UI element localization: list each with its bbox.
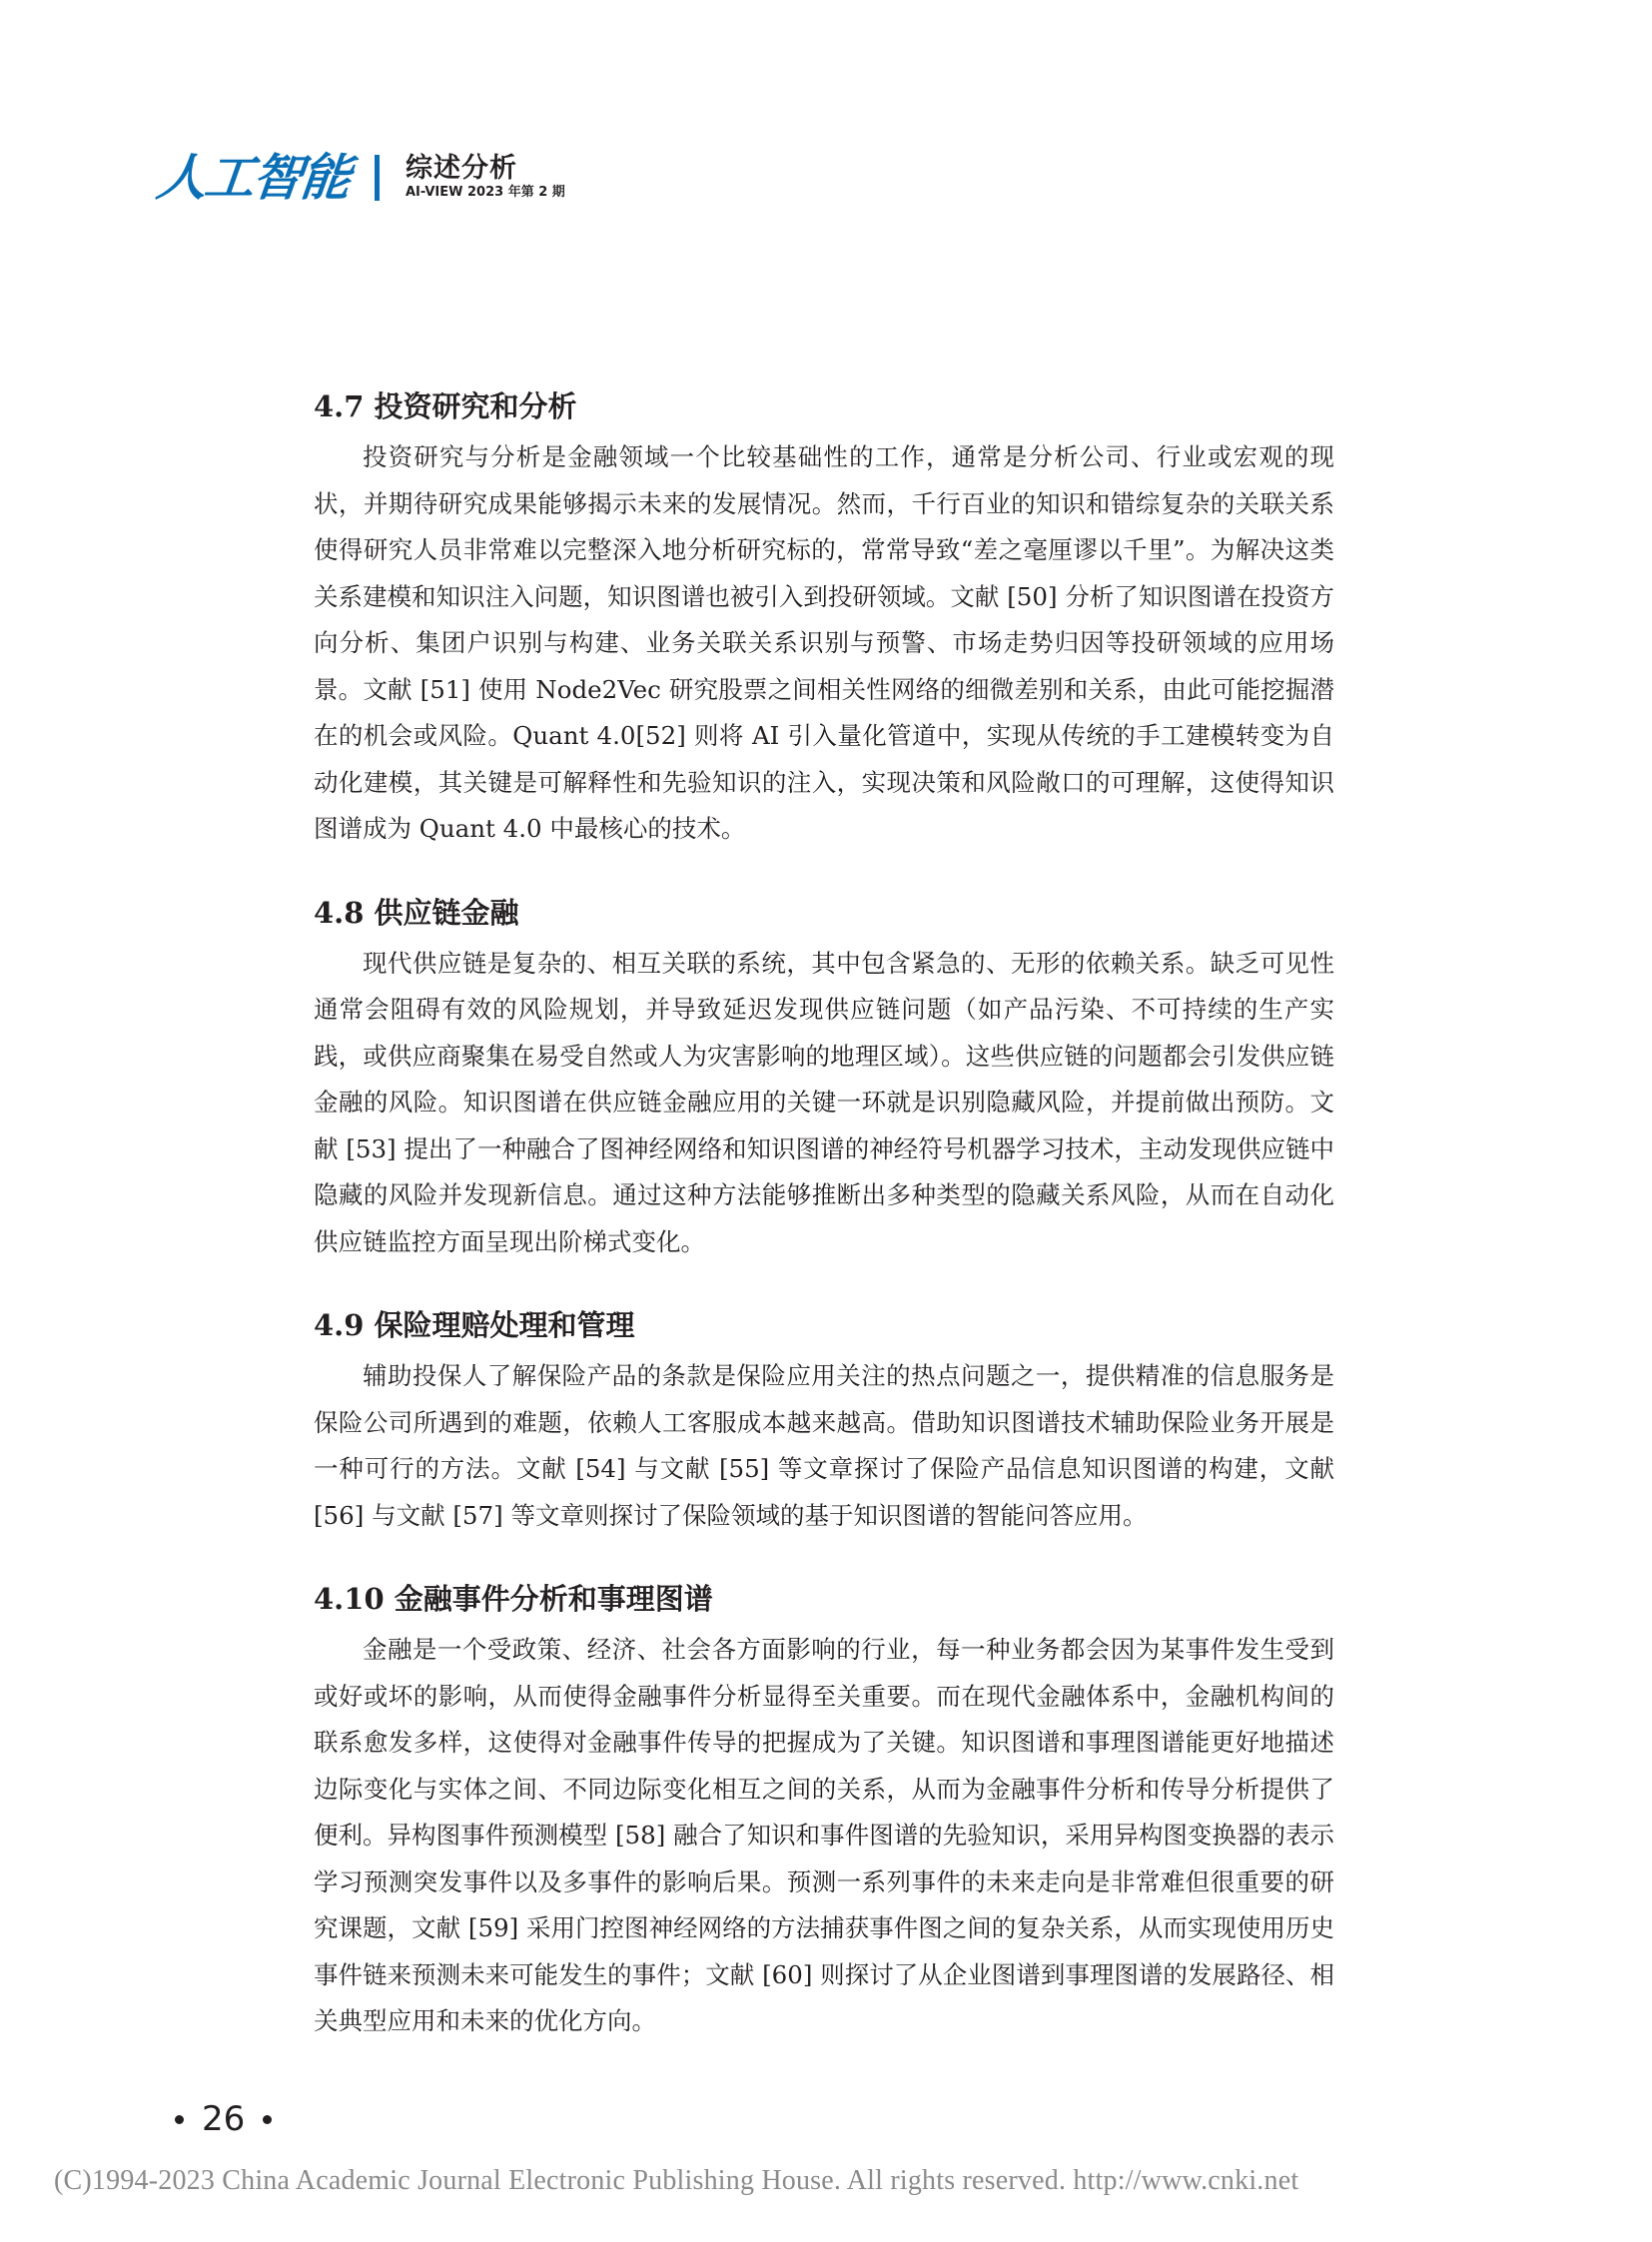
copyright-notice: (C)1994-2023 China Academic Journal Electronic Publishing House. All rights reserved. http://www.cnki.net	[54, 2165, 1299, 2196]
section-heading: 4.7 投资研究和分析	[314, 389, 577, 423]
page-number: 26	[202, 2099, 246, 2139]
masthead-divider	[375, 155, 380, 201]
body-paragraph: 投资研究与分析是金融领域一个比较基础性的工作，通常是分析公司、行业或宏观的现状，并期待研究成果能够揭示未来的发展情况。然而，千行百业的知识和错综复杂的关联关系使得研究人员非常难以完整深入地分析研究标的，常常导致“差之毫厘谬以千里”。为解决这类关系建模和知识注入问题，知识图谱也被引入到投研领域。文献 [50] 分析了知识图谱在投资方向分析、集团户识别与构建、业务关联关系识别与预警、市场走势归因等投研领域的应用场景。文献 [51] 使用 Node2Vec 研究股票之间相关性网络的细微差别和关系，由此可能挖掘潜在的机会或风险。Quant 4.0[52] 则将 AI 引入量化管道中，实现从传统的手工建模转变为自动化建模，其关键是可解释性和先验知识的注入，实现决策和风险敞口的可理解，这使得知识图谱成为 Quant 4.0 中最核心的技术。	[314, 442, 1334, 843]
body-paragraph: 辅助投保人了解保险产品的条款是保险应用关注的热点问题之一，提供精准的信息服务是保险公司所遇到的难题，依赖人工客服成本越来越高。借助知识图谱技术辅助保险业务开展是一种可行的方法。文献 [54] 与文献 [55] 等文章探讨了保险产品信息知识图谱的构建，文献 [56] 与文献 [57] 等文章则探讨了保险领域的基于知识图谱的智能问答应用。	[314, 1361, 1334, 1530]
article-body	[314, 386, 1334, 2085]
section-heading: 4.9 保险理赔处理和管理	[314, 1308, 635, 1342]
body-paragraph: 现代供应链是复杂的、相互关联的系统，其中包含紧急的、无形的依赖关系。缺乏可见性通常会阻碍有效的风险规划，并导致延迟发现供应链问题（如产品污染、不可持续的生产实践，或供应商聚集在易受自然或人为灾害影响的地理区域）。这些供应链的问题都会引发供应链金融的风险。知识图谱在供应链金融应用的关键一环就是识别隐藏风险，并提前做出预防。文献 [53] 提出了一种融合了图神经网络和知识图谱的神经符号机器学习技术，主动发现供应链中隐藏的风险并发现新信息。通过这种方法能够推断出多种类型的隐藏关系风险，从而在自动化供应链监控方面呈现出阶梯式变化。	[314, 948, 1334, 1256]
section-heading: 4.10 金融事件分析和事理图谱	[314, 1582, 713, 1616]
section-4-10	[314, 1579, 1334, 2045]
journal-logo: 人工智能	[153, 149, 353, 207]
column-name: 综述分析	[406, 152, 517, 184]
masthead-text	[406, 154, 565, 203]
bullet-dot	[175, 2115, 184, 2124]
section-4-7	[314, 386, 1334, 853]
journal-masthead	[153, 149, 565, 207]
section-4-8	[314, 893, 1334, 1266]
body-paragraph: 金融是一个受政策、经济、社会各方面影响的行业，每一种业务都会因为某事件发生受到或好或坏的影响，从而使得金融事件分析显得至关重要。而在现代金融体系中，金融机构间的联系愈发多样，这使得对金融事件传导的把握成为了关键。知识图谱和事理图谱能更好地描述边际变化与实体之间、不同边际变化相互之间的关系，从而为金融事件分析和传导分析提供了便利。异构图事件预测模型 [58] 融合了知识和事件图谱的先验知识，采用异构图变换器的表示学习预测突发事件以及多事件的影响后果。预测一系列事件的未来走向是非常难但很重要的研究课题，文献 [59] 采用门控图神经网络的方法捕获事件图之间的复杂关系，从而实现使用历史事件链来预测未来可能发生的事件；文献 [60] 则探讨了从企业图谱到事理图谱的发展路径、相关典型应用和未来的优化方向。	[314, 1635, 1334, 2035]
section-4-9	[314, 1305, 1334, 1539]
section-heading: 4.8 供应链金融	[314, 895, 519, 930]
issue-line: AI-VIEW 2023 年第 2 期	[406, 185, 565, 201]
bullet-dot	[263, 2115, 272, 2124]
page-number-area	[157, 2097, 290, 2141]
